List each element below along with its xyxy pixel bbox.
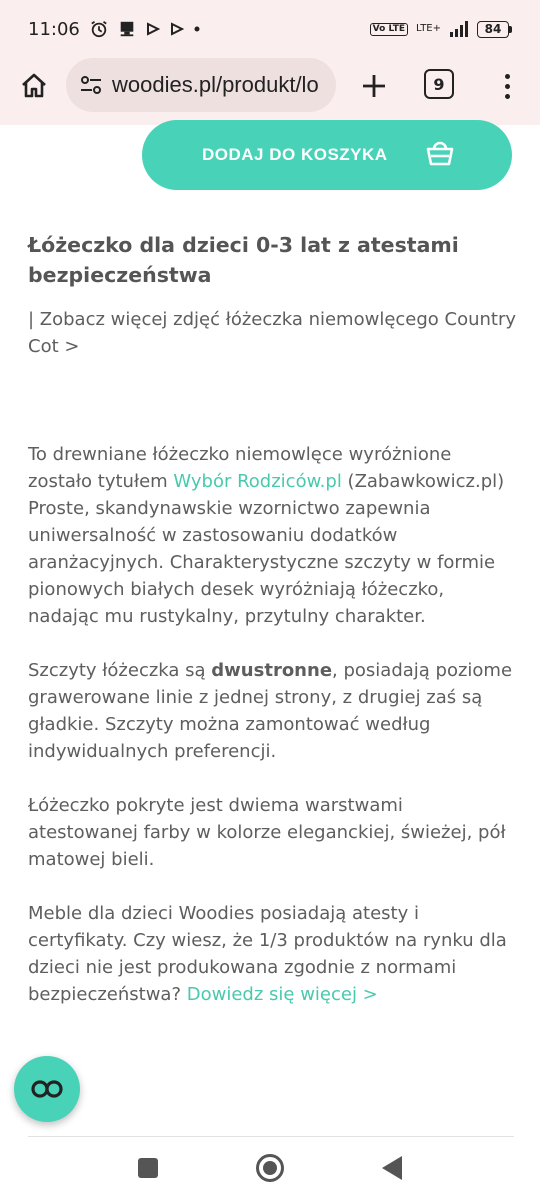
home-nav-button[interactable]	[256, 1154, 284, 1182]
description-paragraph-1: To drewniane łóżeczko niemowlęce wyróżnione zostało tytułem Wybór Rodziców.pl (Zabawkowicz.pl) Proste, skandynawskie wzornictwo zapewnia uniwersalność w zastosowaniu dodatków aranżacyjnych. Charakterystyczne szczyty w formie pionowych białych desek wyróżniają łóżeczko, nadając mu rustykalny, przytulny charakter.	[28, 444, 505, 627]
plus-icon	[361, 73, 387, 99]
browser-chrome	[0, 0, 540, 125]
alarm-icon	[90, 20, 108, 38]
description-paragraph-3: Łóżeczko pokryte jest dwiema warstwami atestowanej farby w kolorze eleganckiej, świeżej, pół matowej bieli.	[28, 795, 506, 870]
home-icon	[19, 71, 49, 101]
status-bar	[0, 0, 540, 58]
description-paragraph-2: Szczyty łóżeczka są dwustronne, posiadają poziome grawerowane linie z jednej strony, z drugiej zaś są gładkie. Szczyty można zamontować według indywidualnych preferencji.	[28, 660, 513, 762]
play-icon	[146, 22, 160, 36]
divider	[28, 1136, 514, 1137]
add-to-cart-label: DODAJ DO KOSZYKA	[202, 145, 388, 164]
url-text[interactable]: woodies.pl/produkt/lo	[112, 72, 319, 97]
signal-icon	[449, 21, 469, 37]
more-photos-link[interactable]: | Zobacz więcej zdjęć łóżeczka niemowlęcego Country Cot >	[28, 309, 517, 357]
parents-choice-link[interactable]: Wybór Rodziców.pl	[173, 471, 342, 492]
battery-icon	[477, 21, 512, 38]
add-to-cart-button[interactable]	[142, 120, 512, 190]
description-paragraph-4: Meble dla dzieci Woodies posiadają atesty i certyfikaty. Czy wiesz, że 1/3 produktów na rynku dla dzieci nie jest produkowana zgodnie z normami bezpieczeństwa? Dowiedz się więcej >	[28, 903, 507, 1005]
notification-icon	[118, 20, 136, 38]
back-button[interactable]	[382, 1156, 402, 1180]
product-description	[28, 230, 518, 1035]
more-menu-icon[interactable]	[492, 64, 522, 108]
address-bar[interactable]	[66, 58, 336, 112]
tab-switcher-button[interactable]: 9	[424, 69, 454, 99]
play-icon	[170, 22, 184, 36]
tune-icon[interactable]	[80, 74, 102, 96]
home-button[interactable]	[14, 64, 54, 108]
recents-button[interactable]	[138, 1158, 158, 1178]
dot-icon	[194, 26, 200, 32]
network-type: LTE+	[416, 23, 441, 34]
volte-indicator: Vo LTE	[370, 23, 408, 36]
battery-level: 84	[477, 21, 509, 38]
new-tab-button[interactable]	[354, 64, 394, 108]
chat-button[interactable]	[14, 1056, 80, 1122]
browser-toolbar	[0, 58, 540, 124]
basket-icon	[424, 137, 456, 169]
learn-more-link[interactable]: Dowiedz się więcej >	[186, 984, 378, 1005]
status-time: 11:06	[28, 18, 80, 40]
system-navigation-bar	[0, 1140, 540, 1200]
chat-icon	[29, 1078, 65, 1100]
section-heading: Łóżeczko dla dzieci 0-3 lat z atestami bezpieczeństwa	[28, 233, 459, 287]
